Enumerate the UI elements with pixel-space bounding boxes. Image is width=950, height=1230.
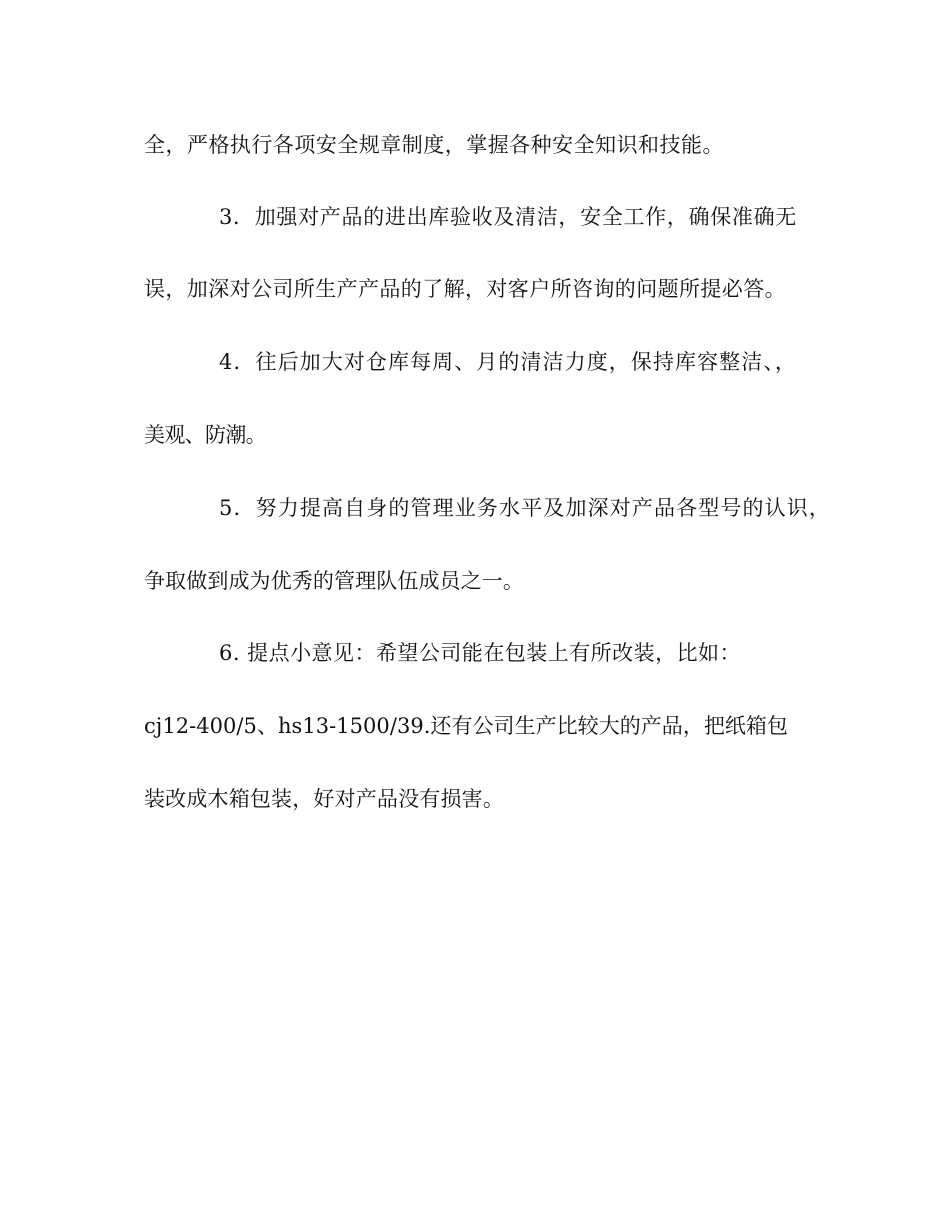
paragraph-text: 4．往后加大对仓库每周、月的清洁力度，保持库容整洁、， — [219, 350, 797, 374]
text-line — [0, 493, 950, 523]
paragraph-text: 美观、防潮。 — [144, 423, 266, 447]
text-line — [0, 638, 950, 668]
paragraph-text: 6. 提点小意见：希望公司能在包装上有所改装，比如： — [219, 641, 741, 665]
text-line — [0, 274, 950, 304]
paragraph-text: 3．加强对产品的进出库验收及清洁，安全工作，确保准确无 — [219, 205, 797, 229]
text-line — [0, 711, 950, 741]
text-line — [0, 566, 950, 596]
paragraph-text: cj12-400/5、hs13-1500/39.还有公司生产比较大的产品，把纸箱包 — [144, 714, 788, 738]
paragraph-text: 争取做到成为优秀的管理队伍成员之一。 — [144, 569, 524, 593]
text-line — [0, 202, 950, 232]
text-line — [0, 347, 950, 377]
paragraph-text: 全，严格执行各项安全规章制度，掌握各种安全知识和技能。 — [144, 133, 724, 157]
text-line — [0, 130, 950, 160]
paragraph-text: 5．努力提高自身的管理业务水平及加深对产品各型号的认识， — [219, 496, 831, 520]
text-line — [0, 784, 950, 814]
text-line — [0, 420, 950, 450]
paragraph-text: 装改成木箱包装，好对产品没有损害。 — [144, 787, 504, 811]
paragraph-text: 误，加深对公司所生产产品的了解，对客户所咨询的问题所提必答。 — [144, 277, 786, 301]
